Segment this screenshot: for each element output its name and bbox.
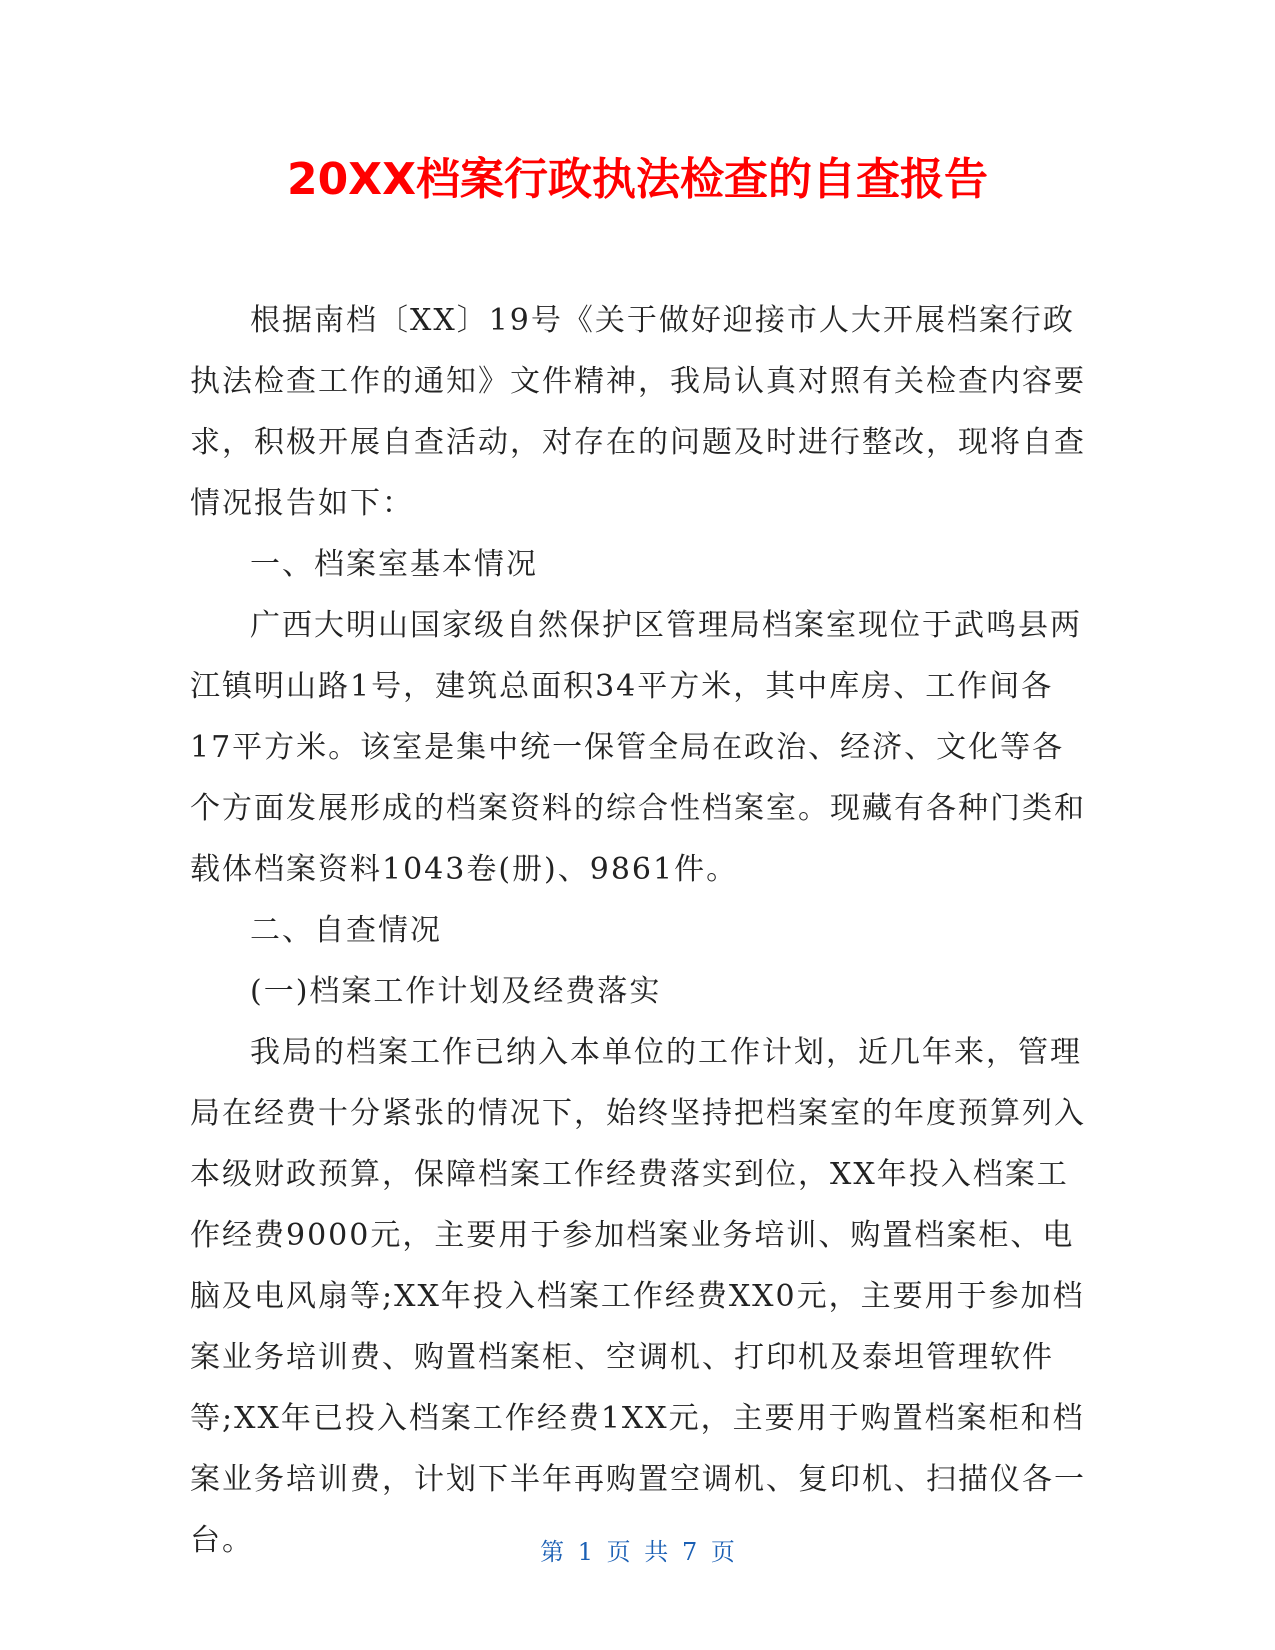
section-heading-1: 一、档案室基本情况 xyxy=(250,547,538,582)
document-title: 20XX档案行政执法检查的自查报告 xyxy=(286,154,989,205)
document-body xyxy=(190,290,1086,1571)
paragraph-archive-basics: 广西大明山国家级自然保护区管理局档案室现位于武鸣县两江镇明山路1号，建筑总面积34平方米，其中库房、工作间各17平方米。该室是集中统一保管全局在政治、经济、文化等各个方面发展形成的档案资料的综合性档案室。现藏有各种门类和载体档案资料1043卷(册)、9861件。 xyxy=(190,608,1086,887)
section-heading-2: 二、自查情况 xyxy=(250,913,442,948)
page-number-footer: 第 1 页 共 7 页 xyxy=(540,1538,735,1566)
paragraph-intro: 根据南档〔XX〕19号《关于做好迎接市人大开展档案行政执法检查工作的通知》文件精神，我局认真对照有关检查内容要求，积极开展自查活动，对存在的问题及时进行整改，现将自查情况报告如下： xyxy=(190,303,1086,521)
paragraph-funding: 我局的档案工作已纳入本单位的工作计划，近几年来，管理局在经费十分紧张的情况下，始终坚持把档案室的年度预算列入本级财政预算，保障档案工作经费落实到位，XX年投入档案工作经费9000元，主要用于参加档案业务培训、购置档案柜、电脑及电风扇等;XX年投入档案工作经费XX0元，主要用于参加档案业务培训费、购置档案柜、空调机、打印机及泰坦管理软件等;XX年已投入档案工作经费1XX元，主要用于购置档案柜和档案业务培训费，计划下半年再购置空调机、复印机、扫描仪各一台。 xyxy=(190,1035,1086,1558)
subsection-heading-1: (一)档案工作计划及经费落实 xyxy=(250,974,662,1009)
